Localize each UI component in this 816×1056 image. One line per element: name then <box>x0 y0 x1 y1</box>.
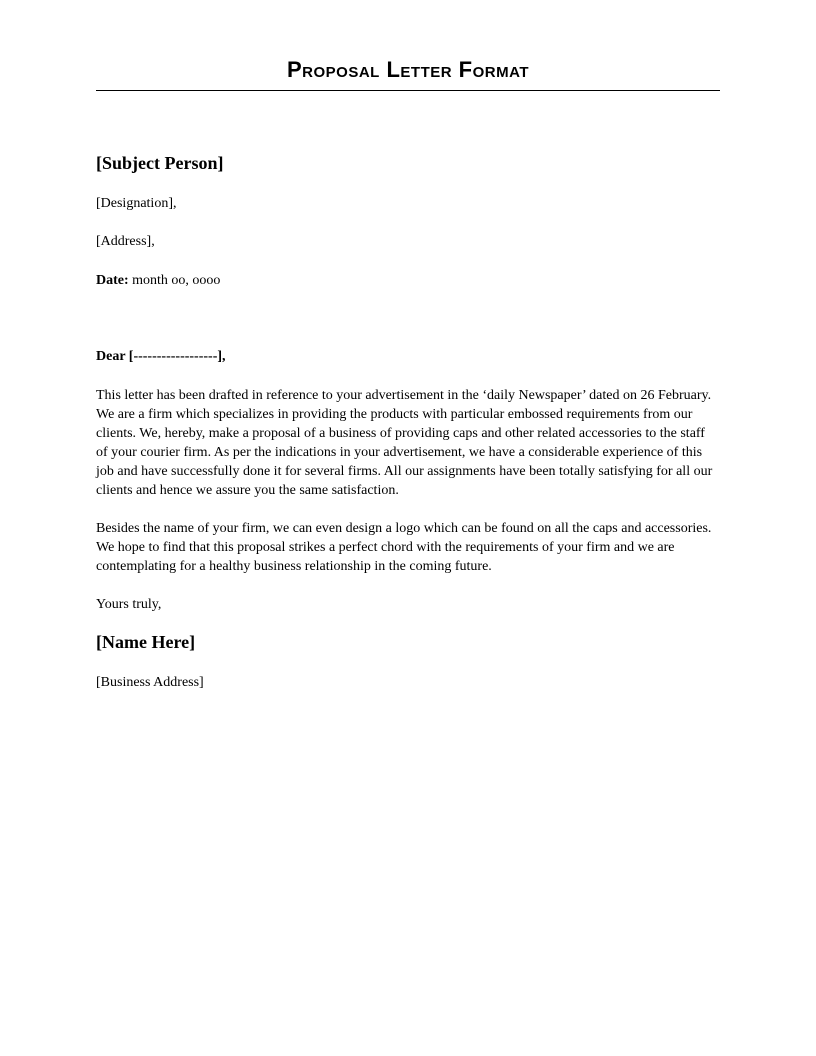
closing-line: Yours truly, <box>96 597 162 612</box>
salutation: Dear [------------------], <box>96 349 226 364</box>
recipient-address: [Address], <box>96 234 155 249</box>
title-underline <box>96 90 720 91</box>
business-address: [Business Address] <box>96 675 204 690</box>
signature-name: [Name Here] <box>96 632 196 652</box>
date-line <box>96 271 720 290</box>
date-value: month oo, oooo <box>132 273 221 288</box>
recipient-name: [Subject Person] <box>96 153 224 173</box>
recipient-designation: [Designation], <box>96 196 177 211</box>
document-title: Proposal Letter Format <box>287 57 529 82</box>
body-paragraph-2: Besides the name of your firm, we can even design a logo which can be found on all the caps and accessories. We hope to find that this proposal strikes a perfect chord with the requirements of your firm and we are contemplating for a healthy business relationship in the coming future. <box>96 521 712 574</box>
date-label: Date: <box>96 273 129 288</box>
body-paragraph-1: This letter has been drafted in reference to your advertisement in the ‘daily Newspaper’ dated on 26 February. We are a firm which specializes in providing the products with particular embossed requirements from our clients. We, hereby, make a proposal of a business of providing caps and other related accessories to the staff of your courier firm. As per the indications in your advertisement, we have a considerable experience of this job and have successfully done it for several firms. All our assignments have been totally satisfying for all our clients and hence we assure you the same satisfaction. <box>96 388 713 498</box>
